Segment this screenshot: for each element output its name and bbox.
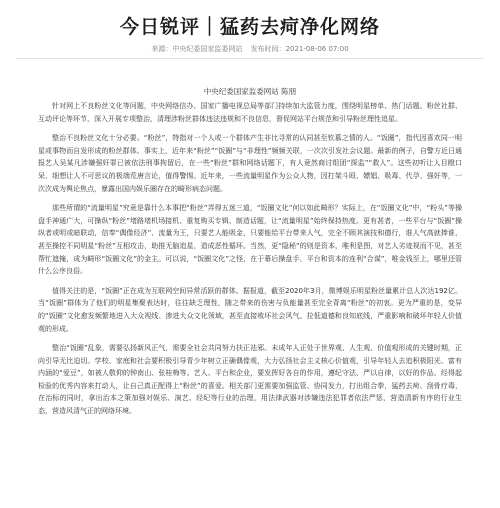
time-label: 发布时间： — [250, 45, 286, 53]
source-label: 来源： — [151, 45, 173, 53]
article-body — [38, 100, 462, 425]
article-paragraph: 针对网上不良粉丝文化等问题，中央网络信办、国家广播电视总局等部门持续加大监管力度，围绕明星榜单、热门话题、粉丝社群、互动评论等环节，深入开展专项整治，清理涉粉丝群体违法违规和不良信息，督促网站平台规范和引导粉丝理性追星。 — [38, 102, 462, 123]
article-paragraph: 整治“饭圈”乱象，需要弘扬新风正气，需要全社会共同努力扶正祛邪。未成年人正处于世界观、人生观、价值观形成的关键时期，正向引导无比迫切。学校、家庭和社会要积极引导青少年树立正确偶像观，大力弘扬社会主义核心价值观，引导年轻人去追积极阳光、富有内涵的“爱豆”，如被人敬仰的钟南山、张桂梅等。艺人、平台和企业，要发挥好各自的作用，遵纪守法、严以自律，以好的作品、经得起检验的优秀内容来打动人，让自己真正配得上“粉丝”的喜爱。相关部门更需要加强监管、协同发力，打出组合拳，猛药去疴、刮骨疗毒，在治标的同时，拿出治本之策加强对娱乐、演艺、经纪等行业的治理，用法律武器对涉嫌违法犯罪者依法严惩，营造清新有序的行业生态，营造风清气正的网络环境。 — [38, 344, 462, 416]
article-meta — [0, 44, 500, 54]
source-name[interactable]: 中央纪委国家监委网站 — [172, 45, 243, 53]
article-byline: 中央纪委国家监委网站 陈朋 — [203, 87, 297, 96]
article-paragraph: 值得关注的是，“饭圈”正在成为互联网空间异常活跃的群体。据报道，截至2020年3月，微博娱乐明星粉丝量累计总人次达192亿。当“饭圈”群体为了他们的明星集聚表达时，往往缺乏理性，随之带来的伤害与负能量甚至完全背离“粉丝”的初衷。更为严重的是，变异的“饭圈”文化愈发频繁地进入大众视线、渗进大众文化领域，甚至直接败坏社会风气、拉低道德和良知底线，严重影响和破坏年轻人价值观的形成。 — [38, 286, 462, 333]
publish-date: 2021-08-06 07:00 — [285, 45, 349, 53]
article-paragraph: 整治不良粉丝文化十分必要。“粉丝”，特指对一个人或一个群体产生非比寻常的认同甚至钦慕之情的人。“饭圈”，指代因喜欢同一明星或事物而自发形成的粉丝群体。事实上，近年来“粉丝”“饭圈”与“非理性”频频关联，一次次引发社会议题。最新的例子，自警方近日通报艺人吴某凡涉嫌强奸罪已被依法刑事拘留后，在一些“粉丝”群和网络话题下，有人竟然商讨组团“探监”“救人”。这些初听让人目瞪口呆、细想让人不可思议的极端荒唐言论，值得警惕。近年来，一些流量明星作为公众人物，因打架斗殴、嫖娼、吸毒、代孕、强奸等，一次次成为舆论焦点，暴露出国内娱乐圈存在的畸形病态问题。 — [38, 134, 462, 193]
article-title: 今日锐评｜猛药去疴净化网络 — [119, 16, 380, 38]
header-divider — [16, 58, 484, 59]
publish-info — [251, 45, 349, 53]
article-paragraph: 那些所谓的“流量明星”究竟是靠什么本事把“粉丝”弄得五迷三道，“饭圈文化”何以如此畸形？实际上，在“饭圈文化”中，“粉头”等操盘手神通广大，可操纵“粉丝”堵路堵机场接机、重复购买专辑、制造话题，让“流量明星”始终保持热度。更有甚者，一些平台与“饭圈”操纵者或明或暗联动，信奉“偶像经济”、流量为王，只要艺人能吸金，只要能给平台带来人气，完全不顾其演技和德行，谁人气高就捧谁，甚至操控不同明星“粉丝”互相攻击，助推无脑追星，造成恶性循环。当然，更“隐秘”的则是资本，唯利是图，对艺人劣迹视而不见，甚至帮忙遮掩，成为畸形“饭圈文化”的金主。可以说，“饭圈文化”之怪，在于幕后操盘手、平台和资本的连利“合谋”，唯金钱至上，哪里还管什么公序良俗。 — [38, 204, 462, 276]
source-info — [151, 45, 242, 53]
